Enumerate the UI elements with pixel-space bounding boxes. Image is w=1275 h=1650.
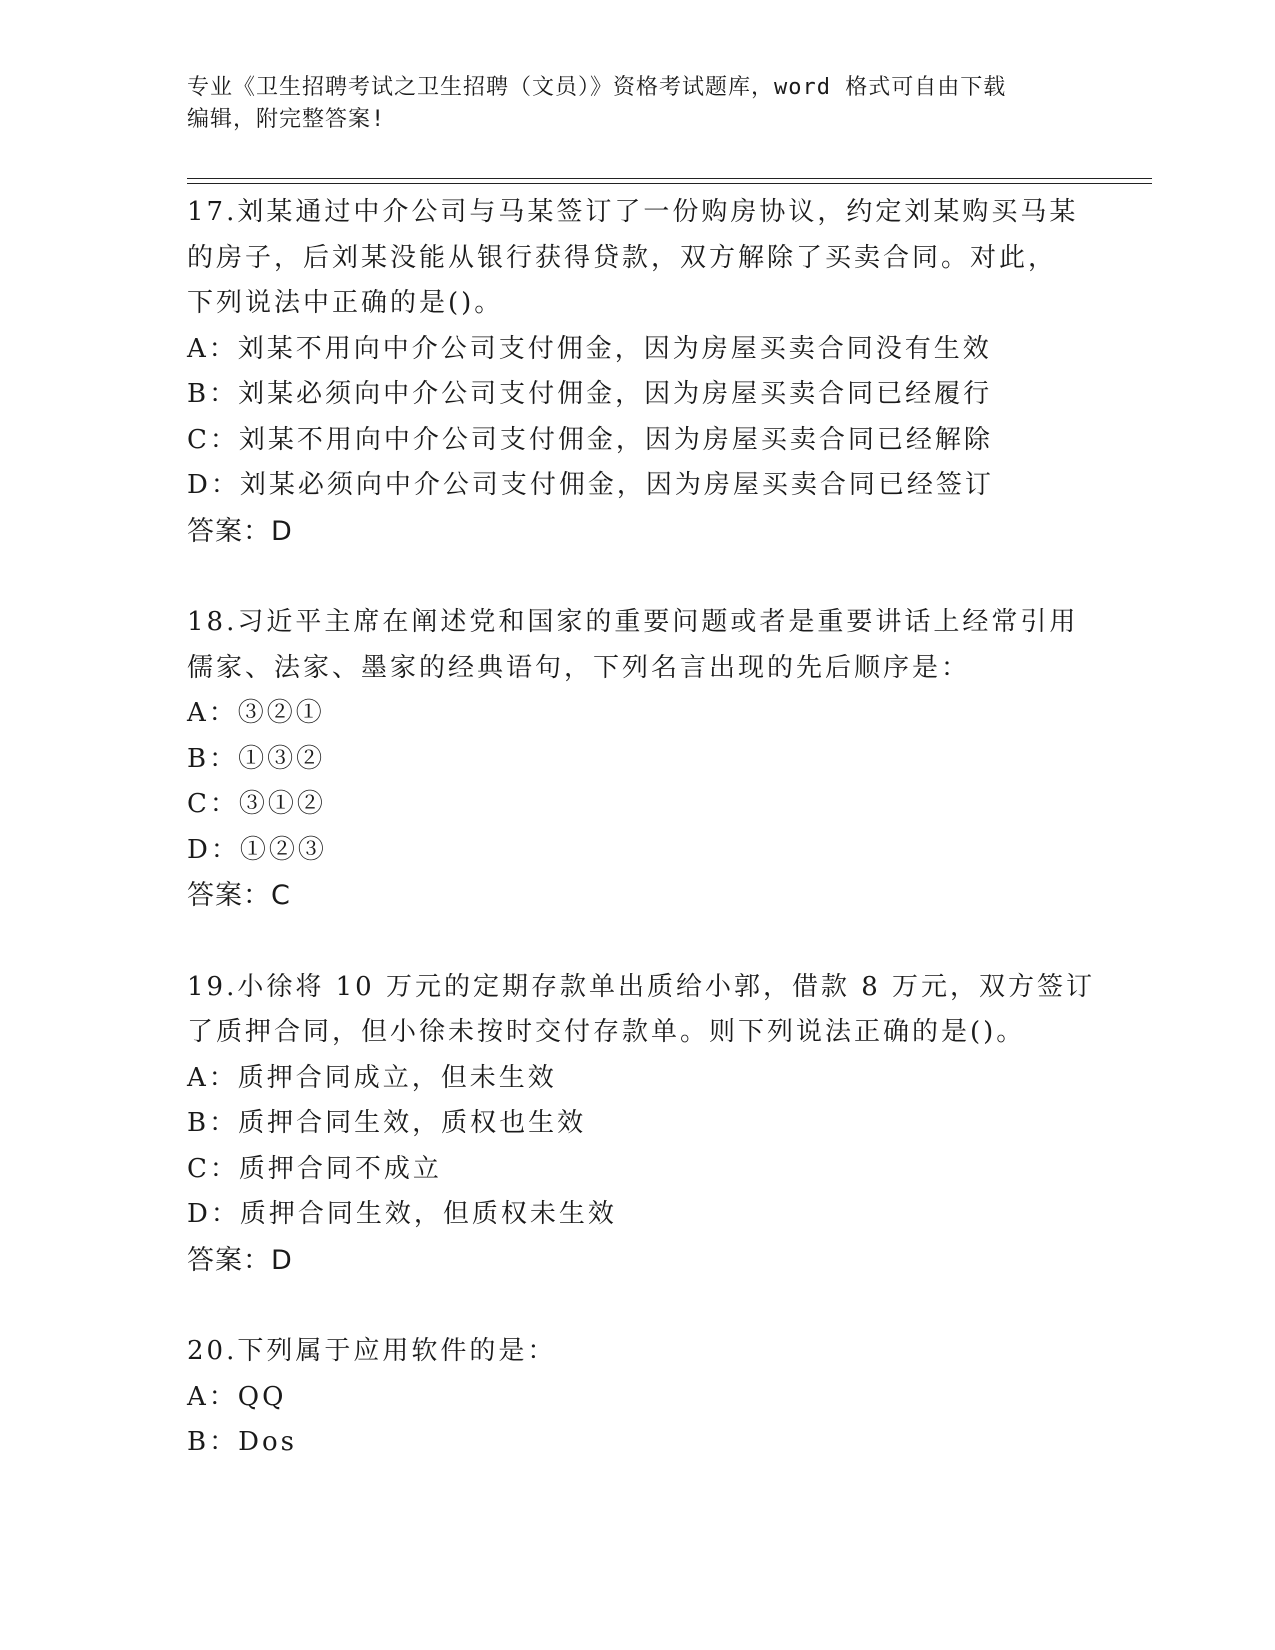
answer-option: C：刘某不用向中介公司支付佣金，因为房屋买卖合同已经解除 <box>187 424 993 455</box>
correct-answer <box>187 509 1087 555</box>
answer-option: C：③①② <box>187 789 326 819</box>
answer-option: D：质押合同生效，但质权未生效 <box>187 1199 617 1229</box>
question-text-line: 18.习近平主席在阐述党和国家的重要问题或者是重要讲话上经常引用 <box>187 607 1079 637</box>
header-divider-top <box>187 178 1152 179</box>
question-block <box>187 965 1096 1284</box>
question-text-line: 了质押合同，但小徐未按时交付存款单。则下列说法正确的是()。 <box>187 1017 1026 1047</box>
document-header <box>187 72 1067 136</box>
question-text-line: 17.刘某通过中介公司与马某签订了一份购房协议，约定刘某购买马某 <box>187 197 1079 227</box>
question-text-line: 下列说法中正确的是()。 <box>187 288 504 318</box>
correct-answer <box>187 1238 1087 1284</box>
header-divider-bottom <box>187 183 1152 184</box>
answer-option: A：QQ <box>187 1381 287 1412</box>
answer-value: D <box>271 1244 293 1276</box>
question-block <box>187 600 1087 919</box>
answer-option: A：③②① <box>187 698 325 728</box>
answer-option: B：①③② <box>187 743 326 774</box>
question-text-line: 的房子，后刘某没能从银行获得贷款，双方解除了买卖合同。对此， <box>187 242 1058 273</box>
answer-option: D：①②③ <box>187 834 327 865</box>
header-line-1: 专业《卫生招聘考试之卫生招聘（文员）》资格考试题库，word 格式可自由下载 <box>187 75 1007 100</box>
answer-label: 答案： <box>187 1244 271 1276</box>
header-line-2: 编辑，附完整答案! <box>187 107 386 132</box>
answer-option: B：Dos <box>187 1427 297 1457</box>
question-text-line: 儒家、法家、墨家的经典语句，下列名言出现的先后顺序是： <box>187 652 971 683</box>
question-list <box>187 190 1096 1512</box>
answer-option: A：刘某不用向中介公司支付佣金，因为房屋买卖合同没有生效 <box>187 333 992 364</box>
answer-option: C：质押合同不成立 <box>187 1153 442 1184</box>
answer-value: C <box>271 880 291 911</box>
question-block <box>187 190 1087 554</box>
question-text-line: 20.下列属于应用软件的是： <box>187 1336 557 1366</box>
answer-option: D：刘某必须向中介公司支付佣金，因为房屋买卖合同已经签订 <box>187 470 994 500</box>
question-block <box>187 1329 1087 1466</box>
answer-value: D <box>271 515 293 547</box>
answer-option: B：质押合同生效，质权也生效 <box>187 1108 587 1138</box>
question-text-line: 19.小徐将 10 万元的定期存款单出质给小郭，借款 8 万元，双方签订 <box>187 971 1096 1002</box>
answer-label: 答案： <box>187 880 271 911</box>
answer-label: 答案： <box>187 515 271 547</box>
correct-answer <box>187 873 1087 919</box>
answer-option: B：刘某必须向中介公司支付佣金，因为房屋买卖合同已经履行 <box>187 379 993 409</box>
answer-option: A：质押合同成立，但未生效 <box>187 1062 557 1093</box>
